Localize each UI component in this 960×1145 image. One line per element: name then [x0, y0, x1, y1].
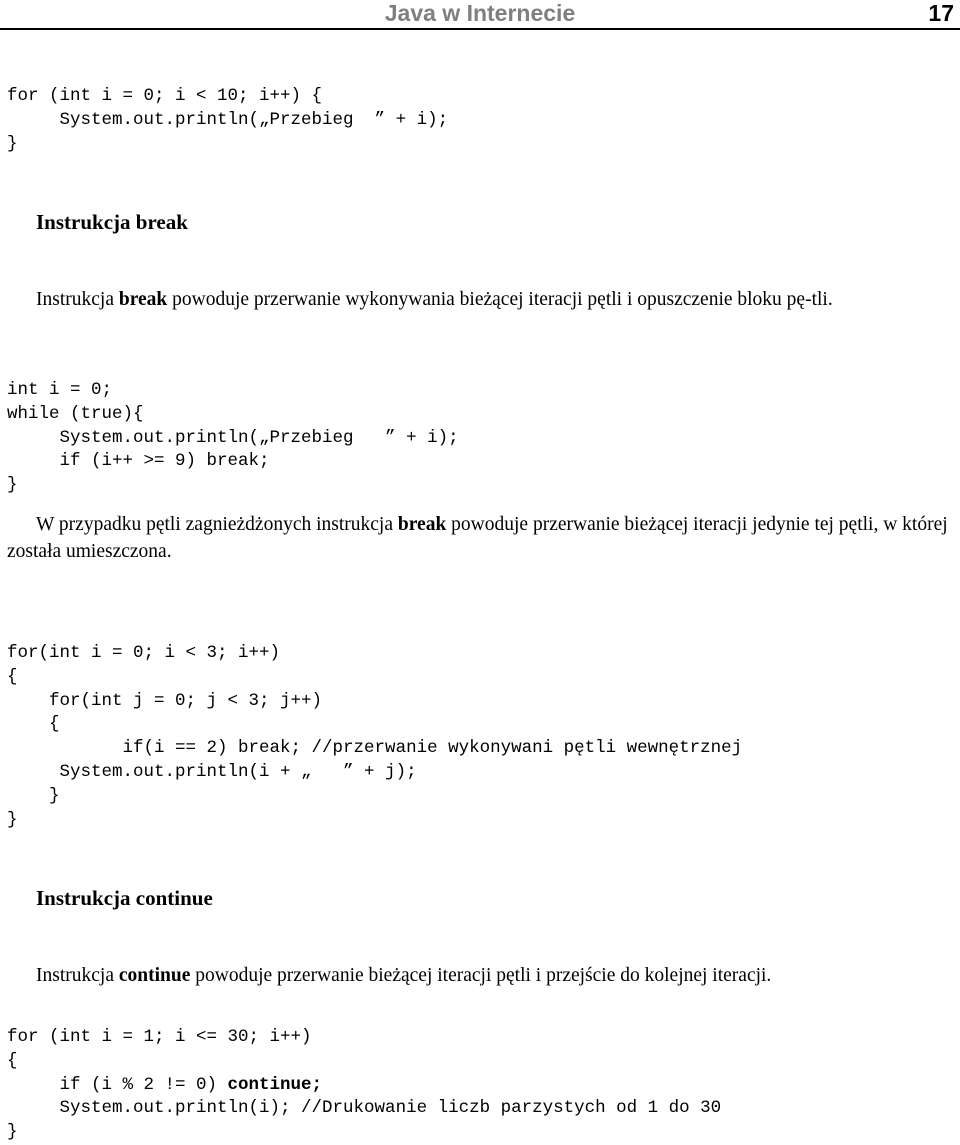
para-text: powoduje przerwanie bieżącej iteracji jedynie tej pętli, w której została umieszczona. [7, 514, 948, 562]
code-line: } [7, 1122, 18, 1143]
code-line: } [7, 785, 60, 806]
code-line: for (int i = 0; i < 10; i++) { [7, 86, 323, 106]
code-line: for(int j = 0; j < 3; j++) [7, 690, 323, 711]
page-number: 17 [928, 0, 954, 26]
para-text: Instrukcja [36, 965, 119, 986]
para-text: Instrukcja [36, 289, 119, 310]
code-line: for(int i = 0; i < 3; i++) [7, 643, 281, 663]
code-line: System.out.println(i + „ ” + j); [7, 761, 417, 782]
heading-break: Instrukcja break [36, 210, 188, 234]
paragraph-nested-break [7, 511, 957, 565]
header-title: Java w Internecie [384, 0, 576, 26]
para-text: W przypadku pętli zagnieżdżonych instrukcja [36, 514, 398, 535]
para-text: powoduje przerwanie bieżącej iteracji pętli i przejście do kolejnej iteracji. [190, 965, 772, 986]
code-block-while-loop [7, 379, 459, 498]
para-bold-keyword: continue [118, 965, 191, 986]
code-text: if (i % 2 != 0) [7, 1074, 228, 1095]
code-line [7, 1074, 721, 1098]
code-line: { [7, 1050, 18, 1071]
code-line: } [7, 475, 18, 496]
para-text: powoduje przerwanie wykonywania bieżącej iteracji pętli i opuszczenie bloku pę-tli. [167, 289, 833, 310]
para-bold-keyword: break [397, 514, 447, 535]
code-line: for (int i = 1; i <= 30; i++) [7, 1027, 312, 1047]
code-line: System.out.println(„Przebieg ” + i); [7, 427, 459, 448]
code-line: } [7, 133, 18, 154]
code-line: if (i++ >= 9) break; [7, 451, 270, 472]
heading-continue: Instrukcja continue [36, 886, 213, 910]
page-header [0, 0, 960, 30]
code-keyword-continue: continue; [227, 1074, 323, 1095]
code-line: System.out.println(„Przebieg ” + i); [7, 109, 449, 130]
code-block-nested-loops [7, 642, 742, 832]
code-line: while (true){ [7, 403, 144, 424]
code-line: int i = 0; [7, 380, 113, 400]
code-line: System.out.println(i); //Drukowanie liczb parzystych od 1 do 30 [7, 1098, 722, 1119]
code-block-continue-loop [7, 1026, 721, 1145]
code-line: { [7, 666, 18, 687]
code-line: } [7, 809, 18, 830]
code-block-for-loop [7, 85, 448, 156]
paragraph-break-description [7, 286, 957, 313]
code-line: if(i == 2) break; //przerwanie wykonywani pętli wewnętrznej [7, 738, 743, 759]
code-line: { [7, 714, 60, 735]
para-bold-keyword: break [118, 289, 168, 310]
paragraph-continue-description [7, 962, 957, 989]
